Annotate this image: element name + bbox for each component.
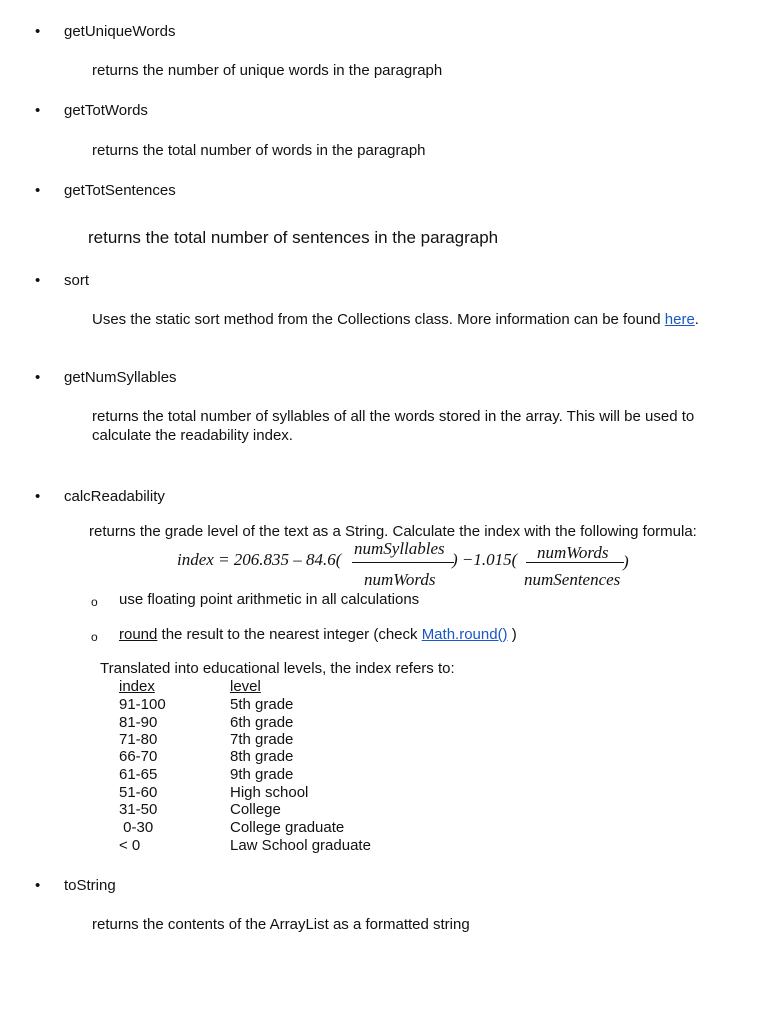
- formula-frac1-denominator: numWords: [364, 570, 436, 589]
- table-cell-index: < 0: [119, 837, 141, 854]
- formula-middle: ) −1.015(: [452, 550, 518, 569]
- method-description-line1: returns the total number of syllables of all the words stored in the array. This will be used to: [92, 408, 695, 425]
- method-description: [92, 311, 699, 328]
- table-cell-index: 66-70: [119, 748, 158, 765]
- round-text: the result to the nearest integer (check: [157, 626, 422, 643]
- method-description: returns the number of unique words in the paragraph: [92, 62, 443, 79]
- table-cell-level: High school: [230, 784, 309, 801]
- sub-bullet-text: use floating point arithmetic in all calculations: [119, 591, 420, 608]
- formula-frac2-denominator: numSentences: [524, 570, 621, 589]
- bullet-icon: •: [35, 877, 41, 894]
- round-word: round: [119, 626, 158, 643]
- table-cell-level: 8th grade: [230, 748, 294, 765]
- method-name-gettotwords: getTotWords: [64, 102, 148, 119]
- levels-intro: Translated into educational levels, the index refers to:: [100, 660, 455, 677]
- sort-description-text: Uses the static sort method from the Collections class. More information can be found: [92, 311, 665, 328]
- table-cell-level: Law School graduate: [230, 837, 371, 854]
- bullet-icon: •: [35, 369, 41, 386]
- method-description: returns the total number of sentences in the paragraph: [88, 228, 499, 247]
- bullet-icon: •: [35, 272, 41, 289]
- table-cell-index: 31-50: [119, 801, 158, 818]
- method-description: returns the total number of words in the paragraph: [92, 142, 426, 159]
- formula-frac2-numerator: numWords: [537, 543, 609, 562]
- bullet-icon: •: [35, 182, 41, 199]
- sub-bullet-icon: o: [91, 595, 98, 609]
- table-cell-level: 5th grade: [230, 696, 294, 713]
- method-description: returns the contents of the ArrayList as a formatted string: [92, 916, 470, 933]
- bullet-icon: •: [35, 102, 41, 119]
- method-name-sort: sort: [64, 272, 90, 289]
- fraction-bar: [352, 562, 454, 563]
- table-cell-level: College: [230, 801, 281, 818]
- table-cell-level: 6th grade: [230, 714, 294, 731]
- table-header-level: level: [230, 678, 261, 695]
- method-name-getuniquewords: getUniqueWords: [64, 23, 176, 40]
- table-cell-index: 61-65: [119, 766, 158, 783]
- here-link[interactable]: here: [664, 311, 695, 328]
- table-cell-level: College graduate: [230, 819, 345, 836]
- method-name-gettotsentences: getTotSentences: [64, 182, 176, 199]
- table-cell-index: 91-100: [119, 696, 166, 713]
- bullet-icon: •: [35, 488, 41, 505]
- formula-lhs: index = 206.835 – 84.6(: [177, 550, 342, 569]
- method-name-calcreadability: calcReadability: [64, 488, 165, 505]
- math-round-link[interactable]: Math.round(): [421, 626, 508, 643]
- method-name-tostring: toString: [64, 877, 116, 894]
- method-name-getnumsyllables: getNumSyllables: [64, 369, 177, 386]
- sub-bullet-text: [119, 626, 517, 643]
- table-cell-index: 0-30: [119, 819, 154, 836]
- method-description-line2: calculate the readability index.: [92, 427, 293, 444]
- table-cell-level: 9th grade: [230, 766, 294, 783]
- bullet-icon: •: [35, 23, 41, 40]
- round-suffix: ): [507, 626, 517, 643]
- method-description: returns the grade level of the text as a String. Calculate the index with the following formula:: [89, 523, 697, 540]
- table-cell-index: 81-90: [119, 714, 158, 731]
- formula-close-paren: ): [623, 552, 629, 571]
- table-cell-level: 7th grade: [230, 731, 294, 748]
- formula-frac1-numerator: numSyllables: [354, 539, 445, 558]
- table-cell-index: 71-80: [119, 731, 158, 748]
- table-header-index: index: [119, 678, 155, 695]
- sort-description-suffix: .: [694, 311, 699, 328]
- table-cell-index: 51-60: [119, 784, 158, 801]
- fraction-bar: [526, 562, 624, 563]
- sub-bullet-icon: o: [91, 630, 98, 644]
